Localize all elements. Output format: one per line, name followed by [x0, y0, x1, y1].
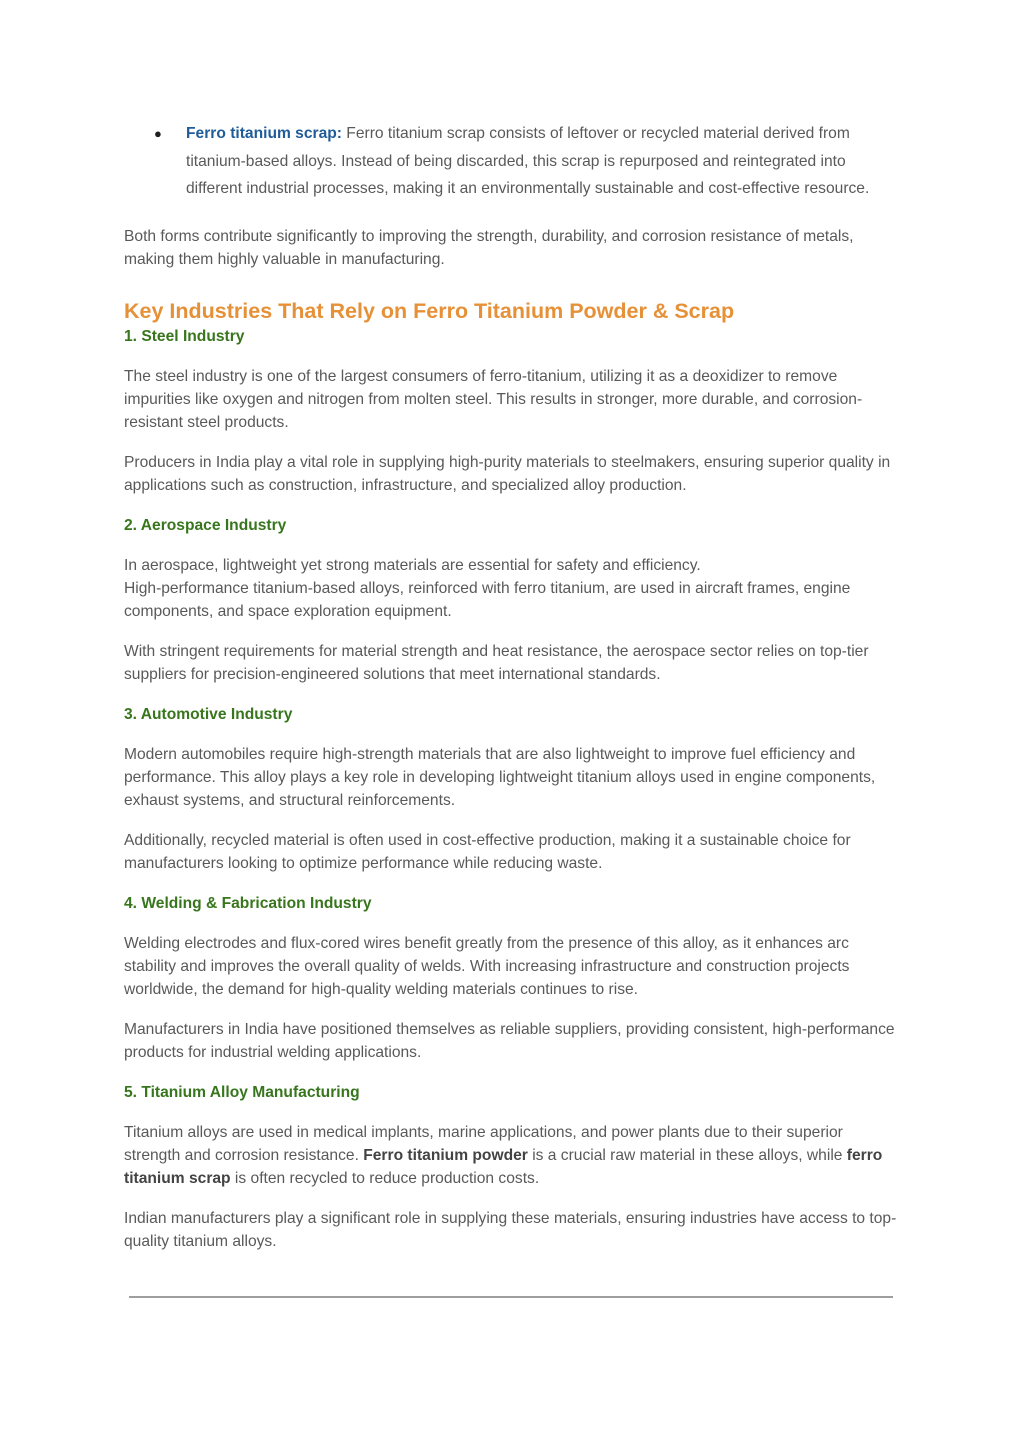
- section-heading-aerospace: 2. Aerospace Industry: [124, 517, 287, 535]
- aerospace-paragraph-1b: High-performance titanium-based alloys, reinforced with ferro titanium, are used in aircraft frames, engine components, and space exploration equipment.: [124, 580, 851, 621]
- automotive-paragraph-1: Modern automobiles require high-strength materials that are also lightweight to improve fuel efficiency and performance. This alloy plays a key role in developing lightweight titanium alloys used in engine components, exhaust systems, and structural reinforcements.: [124, 746, 876, 810]
- text-run: is often recycled to reduce production costs.: [230, 1170, 540, 1188]
- aerospace-paragraph-2: With stringent requirements for material strength and heat resistance, the aerospace sector relies on top-tier suppliers for precision-engineered solutions that meet international standards.: [124, 643, 869, 684]
- horizontal-divider: [129, 1296, 893, 1298]
- section-heading-steel: 1. Steel Industry: [124, 328, 245, 346]
- section-heading-titanium-alloy: 5. Titanium Alloy Manufacturing: [124, 1084, 360, 1102]
- text-run: is a crucial raw material in these alloys, while: [527, 1147, 847, 1165]
- page-title: Key Industries That Rely on Ferro Titanium Powder & Scrap: [124, 299, 735, 324]
- bullet-term: Ferro titanium scrap:: [186, 125, 342, 142]
- bold-term: ferro titanium scrap: [124, 1147, 883, 1188]
- document-content: [124, 120, 899, 1253]
- text-run: Titanium alloys are used in medical implants, marine applications, and power plants due to their superior strength and corrosion resistance.: [124, 1124, 843, 1165]
- section-heading-automotive: 3. Automotive Industry: [124, 706, 293, 724]
- steel-paragraph-2: Producers in India play a vital role in supplying high-purity materials to steelmakers, ensuring superior quality in applications such as construction, infrastructure, and specialized alloy production.: [124, 454, 891, 495]
- steel-paragraph-1: The steel industry is one of the largest consumers of ferro-titanium, utilizing it as a deoxidizer to remove impurities like oxygen and nitrogen from molten steel. This results in stronger, more durable, and corrosion-resistant steel products.: [124, 368, 863, 432]
- bullet-dot-icon: ●: [154, 126, 162, 141]
- aerospace-paragraph-1: [124, 554, 899, 623]
- titanium-alloy-paragraph-2: Indian manufacturers play a significant role in supplying these materials, ensuring industries have access to top-quality titanium alloys.: [124, 1210, 897, 1251]
- intro-paragraph: Both forms contribute significantly to improving the strength, durability, and corrosion resistance of metals, making them highly valuable in manufacturing.: [124, 228, 854, 269]
- automotive-paragraph-2: Additionally, recycled material is often used in cost-effective production, making it a sustainable choice for manufacturers looking to optimize performance while reducing waste.: [124, 832, 851, 873]
- section-heading-welding: 4. Welding & Fabrication Industry: [124, 895, 372, 913]
- titanium-alloy-paragraph-1: [124, 1121, 899, 1190]
- bold-term: Ferro titanium powder: [363, 1147, 528, 1165]
- bullet-list: [124, 120, 899, 203]
- bullet-text: Ferro titanium scrap consists of leftover or recycled material derived from titanium-based alloys. Instead of being discarded, this scrap is repurposed and reintegrated into different industrial processes, making it an environmentally sustainable and cost-effective resource.: [186, 125, 870, 198]
- welding-paragraph-2: Manufacturers in India have positioned themselves as reliable suppliers, providing consistent, high-performance products for industrial welding applications.: [124, 1021, 895, 1062]
- welding-paragraph-1: Welding electrodes and flux-cored wires benefit greatly from the presence of this alloy, as it enhances arc stability and improves the overall quality of welds. With increasing infrastructure and construction projects worldwide, the demand for high-quality welding materials continues to rise.: [124, 935, 850, 999]
- aerospace-paragraph-1a: In aerospace, lightweight yet strong materials are essential for safety and efficiency.: [124, 557, 701, 575]
- list-item: [124, 120, 899, 203]
